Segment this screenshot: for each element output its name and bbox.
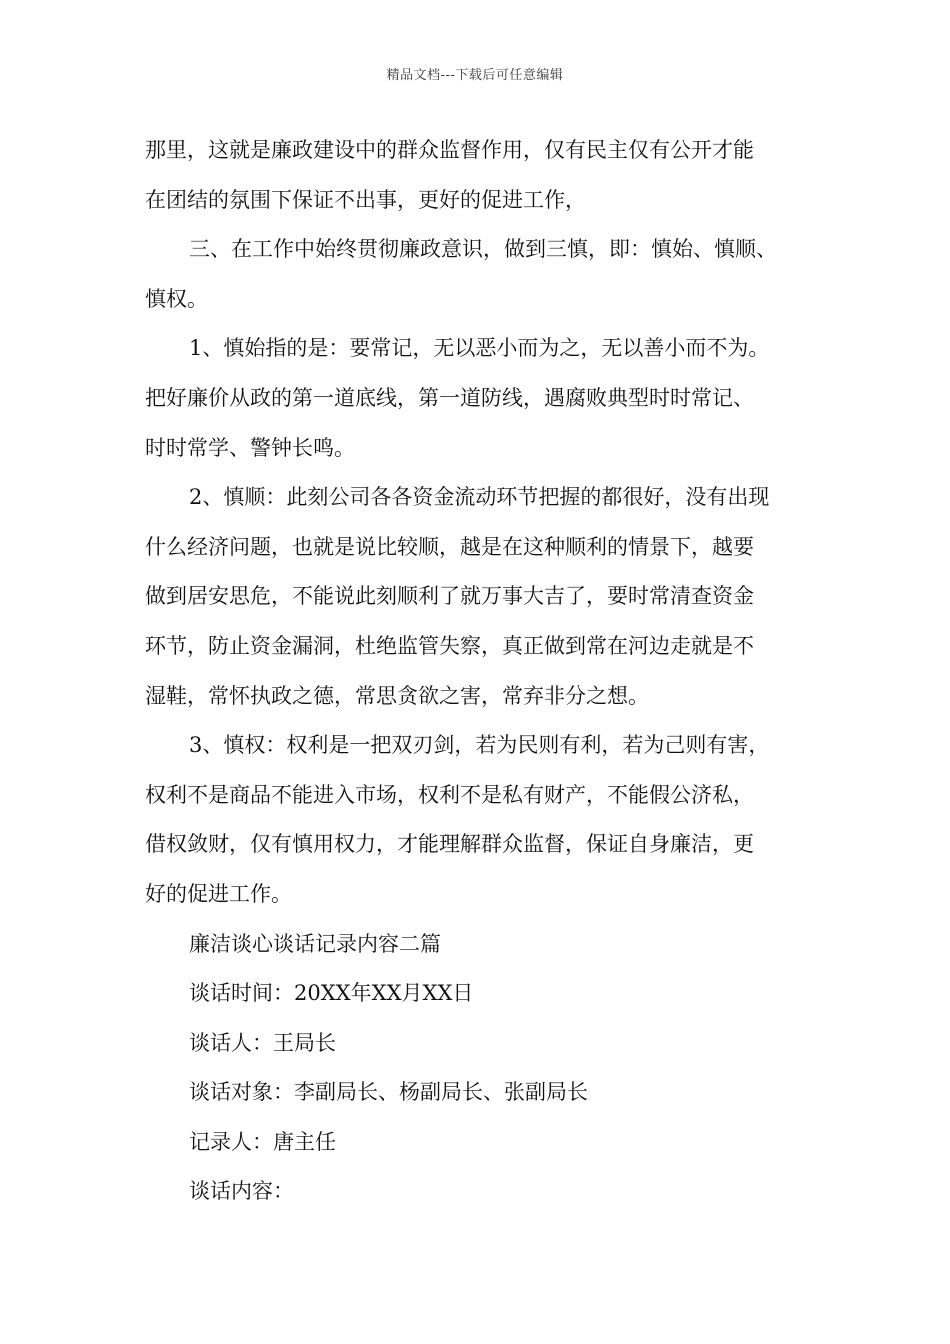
paragraph-item-2: 2、慎顺：此刻公司各各资金流动环节把握的都很好，没有出现: [189, 485, 770, 510]
text-line: 那里，这就是廉政建设中的群众监督作用，仅有民主仅有公开才能: [145, 138, 754, 162]
talk-subjects: 谈话对象：李副局长、杨副局长、张副局长: [189, 1080, 588, 1105]
text-line: 权利不是商品不能进入市场，权利不是私有财产，不能假公济私，: [145, 782, 754, 807]
document-body: [145, 126, 815, 1217]
text-line: 在团结的氛围下保证不出事，更好的促进工作，: [145, 187, 586, 212]
text-line: 借权敛财，仅有慎用权力，才能理解群众监督，保证自身廉洁，更: [145, 832, 754, 857]
text-line: 做到居安思危，不能说此刻顺利了就万事大吉了，要时常清查资金: [145, 584, 754, 609]
section-title: 廉洁谈心谈话记录内容二篇: [189, 931, 441, 956]
talk-speaker: 谈话人：王局长: [189, 1030, 336, 1055]
text-line: 什么经济问题，也就是说比较顺，越是在这种顺利的情景下，越要: [145, 534, 754, 559]
paragraph-item-3: 3、慎权：权利是一把双刃剑，若为民则有利，若为己则有害，: [189, 733, 770, 758]
talk-content-label: 谈话内容：: [189, 1179, 294, 1204]
text-line: 好的促进工作。: [145, 881, 292, 906]
section-heading-three-cautions: 三、在工作中始终贯彻廉政意识，做到三慎，即：慎始、慎顺、: [189, 237, 777, 262]
text-line: 环节，防止资金漏洞，杜绝监管失察，真正做到常在河边走就是不: [145, 633, 754, 658]
text-line: 慎权。: [145, 286, 208, 311]
text-line: 时时常学、警钟长鸣。: [145, 435, 355, 460]
text-line: 把好廉价从政的第一道底线，第一道防线，遇腐败典型时时常记、: [145, 385, 754, 410]
talk-recorder: 记录人：唐主任: [189, 1129, 336, 1154]
paragraph-item-1: 1、慎始指的是：要常记，无以恶小而为之，无以善小而不为。: [189, 336, 770, 361]
page-header: 精品文档---下载后可任意编辑: [386, 68, 564, 83]
talk-time: 谈话时间：20XX年XX月XX日: [189, 981, 474, 1006]
text-line: 湿鞋，常怀执政之德，常思贪欲之害，常弃非分之想。: [145, 683, 649, 708]
